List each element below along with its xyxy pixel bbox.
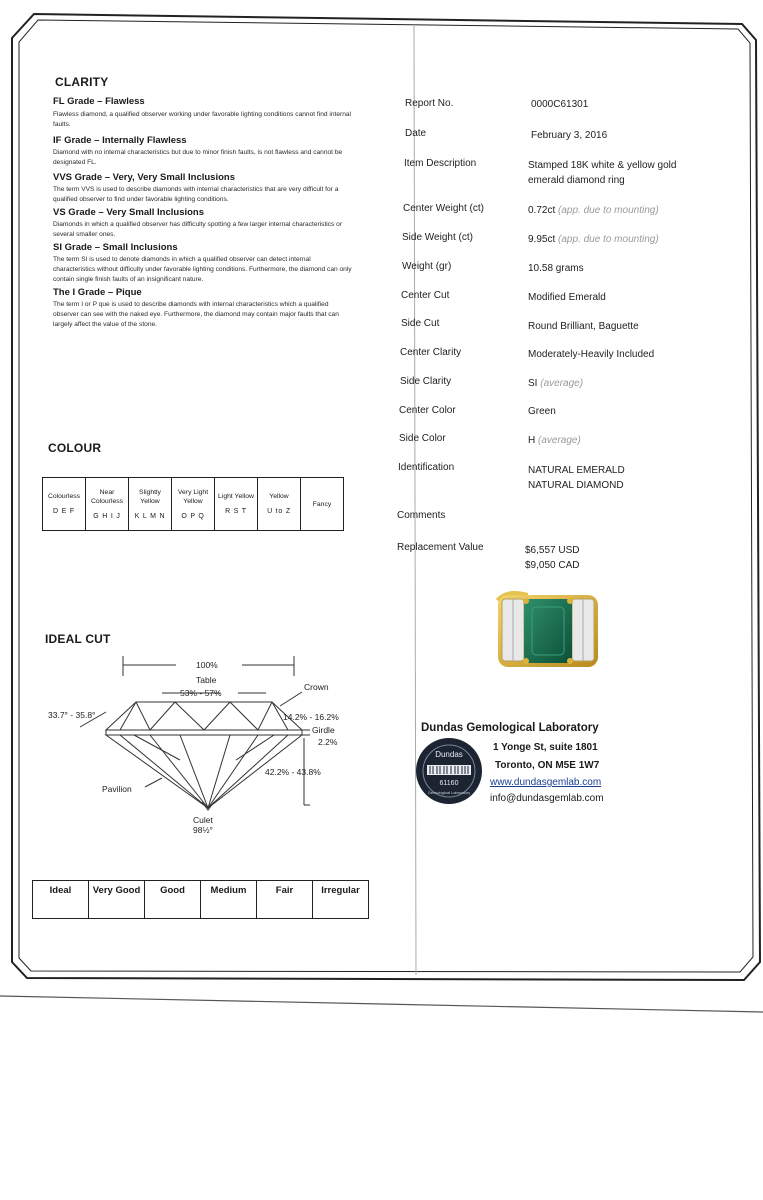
diamond-diagram [40,650,370,840]
grade-vvs [53,172,353,205]
grade-si [53,242,353,285]
seal-text: Dundas [435,750,463,759]
grade-title: FL Grade – Flawless [53,96,145,107]
girdle-pct: 2.2% [318,737,338,747]
grade-if [53,135,353,168]
value-side-clarity [528,376,583,391]
cut-grade-irregular: Irregular [313,881,369,919]
cut-grade-fair: Fair [257,881,313,919]
value-report-no: 0000C61301 [531,99,589,110]
label-side-clarity: Side Clarity [400,376,452,387]
cut-grade-ideal: Ideal [33,881,89,919]
replacement-cad: $9,050 CAD [525,560,580,571]
item-description-line2: emerald diamond ring [528,175,625,186]
colour-cell-near-colourless [86,478,129,531]
cell-grades: G H I J [93,512,121,520]
cell-grades: D E F [53,508,75,515]
cell-label: Near Colourless [90,488,124,505]
cell-label: Yellow [269,493,289,500]
side-weight: 9.95ct [528,234,556,245]
value-side-weight [528,232,659,247]
cut-grade-good: Good [145,881,201,919]
cell-label: Slightly Yellow [139,488,161,505]
label-item-description: Item Description [404,158,477,169]
label-center-clarity: Center Clarity [400,347,462,358]
grade-fl [53,96,353,130]
side-clarity-note: (average) [540,378,584,389]
label-side-cut: Side Cut [401,318,440,329]
colour-scale-table [42,477,344,531]
label-side-color: Side Color [399,433,446,444]
identification-line1: NATURAL EMERALD [528,465,625,476]
colour-cell-yellow [258,478,301,531]
clarity-grades [53,96,353,330]
grade-title: IF Grade – Internally Flawless [53,135,187,146]
lab-address-2: Toronto, ON M5E 1W7 [495,760,600,771]
ideal-cut-heading: IDEAL CUT [45,632,111,646]
grade-title: The I Grade – Pique [53,287,142,298]
grade-title: VVS Grade – Very, Very Small Inclusions [53,172,235,183]
label-center-weight: Center Weight (ct) [403,203,484,214]
label-report-no: Report No. [405,98,454,109]
value-center-weight [528,203,659,218]
label-comments: Comments [397,510,446,521]
center-weight: 0.72ct [528,205,556,216]
grade-desc: Diamonds in which a qualified observer has difficulty spotting a few larger internal characteristics or several smaller ones. [53,221,343,238]
seal-bottom: Gemological Laboratory [427,790,471,795]
crown-height: 14.2% - 16.2% [283,712,339,722]
value-weight-gr: 10.58 grams [528,263,584,274]
pavilion-depth: 42.2% - 43.8% [265,767,321,777]
cut-grade-very-good: Very Good [89,881,145,919]
cell-label: Fancy [312,500,332,508]
cell-grades: U to Z [267,508,291,515]
colour-cell-slightly-yellow [129,478,172,531]
crown-label: Crown [304,682,329,692]
pavilion-label: Pavilion [102,784,132,794]
seal-number: 61160 [439,780,459,787]
item-description-line1: Stamped 18K white & yellow gold [528,160,677,171]
table-range: 53% - 57% [180,688,222,698]
center-weight-note: (app. due to mounting) [558,205,659,216]
label-side-weight: Side Weight (ct) [402,232,473,243]
cell-label: Light Yellow [218,493,254,500]
identification-line2: NATURAL DIAMOND [528,480,624,491]
colour-cell-colourless [43,478,86,531]
grade-i [53,287,353,330]
cell-grades: O P Q [181,512,205,520]
grade-desc: The term VVS is used to describe diamonds with internal characteristics that are very difficult for a qualified observer to find under favorable lighting conditions. [53,186,339,203]
value-replacement [525,543,579,573]
ring-photo [488,585,608,677]
dim-100: 100% [196,660,218,670]
cell-label: Very Light Yellow [177,488,209,505]
cell-grades: R S T [225,508,247,515]
grade-vs [53,207,353,240]
side-color-note: (average) [538,435,581,446]
grade-title: VS Grade – Very Small Inclusions [53,207,205,218]
girdle-label: Girdle [312,725,335,735]
culet-pct: 98½° [193,825,213,835]
lab-email[interactable]: info@dundasgemlab.com [490,793,604,804]
value-center-color: Green [528,406,556,417]
cell-label: Colourless [47,493,81,500]
value-item-description [528,158,676,188]
lab-website-link[interactable]: www.dundasgemlab.com [490,777,602,788]
colour-heading: COLOUR [48,441,102,455]
value-identification [528,463,625,493]
crown-angle: 33.7° - 35.8° [48,710,96,720]
value-center-cut: Modified Emerald [528,292,606,303]
colour-cell-very-light-yellow [172,478,215,531]
replacement-usd: $6,557 USD [525,545,580,556]
grade-desc: The term SI is used to denote diamonds in which a qualified observer can detect internal characteristics without difficulty under favorable lighting conditions. Furthermore, the diamond can only contain single finish faults of an insignificant nature. [53,256,352,283]
side-color: H [528,435,536,446]
side-weight-note: (app. due to mounting) [558,234,659,245]
grade-desc: The term I or P que is used to describe diamonds with internal characteristics which a qualified observer can see with the naked eye. Furthermore, the diamond may contain major faults that can largely affect the value of the stone. [53,301,339,328]
colour-cell-fancy [301,478,344,531]
value-date: February 3, 2016 [531,130,608,141]
value-side-color [528,433,581,448]
culet-label: Culet [193,815,213,825]
cell-grades: K L M N [134,512,166,520]
label-identification: Identification [398,462,455,473]
table-label: Table [196,675,217,685]
side-clarity: SI [528,378,538,389]
grade-desc: Flawless diamond, a qualified observer working under favorable lighting conditions cannot find internal faults. [53,111,351,128]
label-center-cut: Center Cut [401,290,450,301]
label-replacement-value: Replacement Value [397,542,484,553]
lab-name: Dundas Gemological Laboratory [421,722,599,734]
clarity-heading: CLARITY [55,75,109,89]
grade-desc: Diamond with no internal characteristics but due to minor finish faults, is not flawless and cannot be designated FL. [53,149,343,166]
label-weight-gr: Weight (gr) [402,261,452,272]
cut-grade-medium: Medium [201,881,257,919]
value-center-clarity: Moderately-Heavily Included [528,349,655,360]
label-center-color: Center Color [399,405,456,416]
value-side-cut: Round Brilliant, Baguette [528,321,639,332]
grade-title: SI Grade – Small Inclusions [53,242,178,253]
lab-address-1: 1 Yonge St, suite 1801 [493,742,598,753]
lab-seal [413,735,485,807]
label-date: Date [405,128,427,139]
cut-grade-table [32,880,369,919]
colour-cell-light-yellow [215,478,258,531]
